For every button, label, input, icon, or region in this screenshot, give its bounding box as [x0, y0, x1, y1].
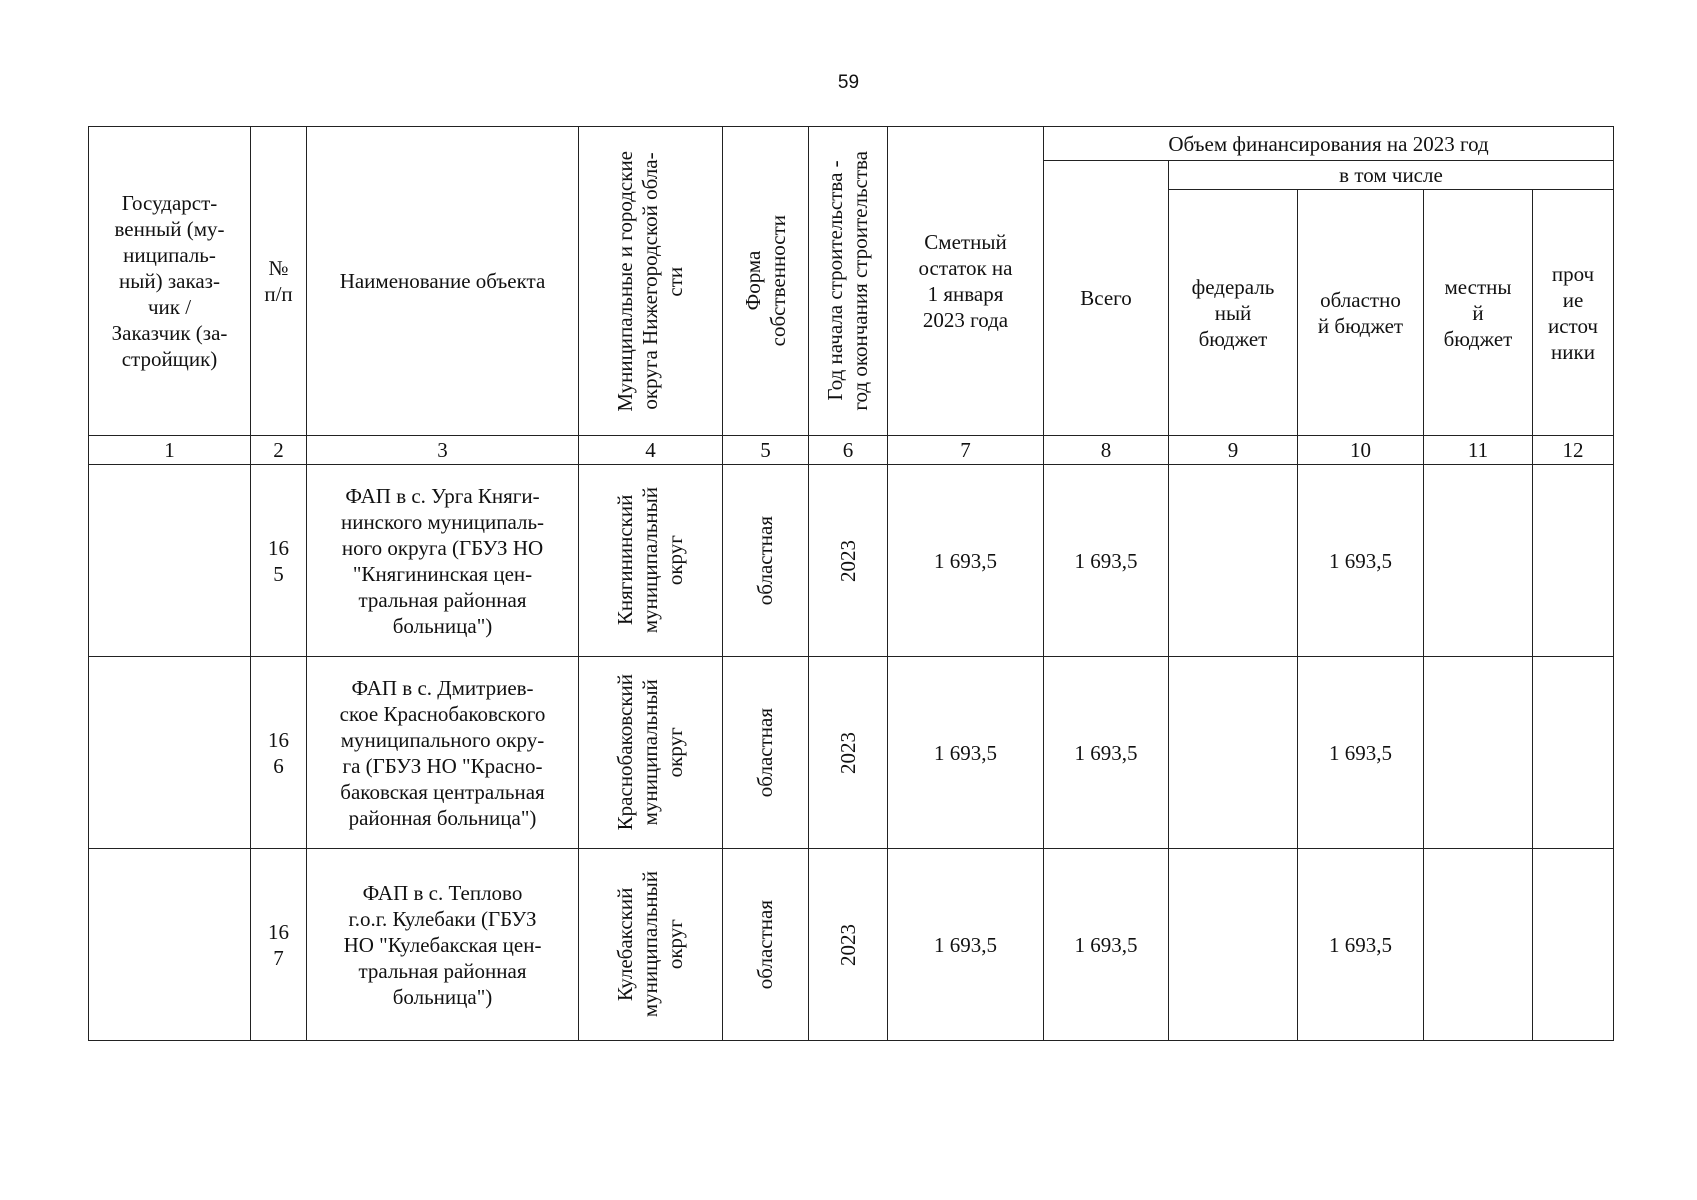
- cell-customer: [89, 657, 251, 849]
- cell-object-name: ФАП в с. Теплово г.о.г. Кулебаки (ГБУЗ НО "Кулебакская цен- тральная районная больница"): [307, 849, 579, 1041]
- cell-other: [1533, 849, 1614, 1041]
- header-local-budget: местны й бюджет: [1424, 190, 1533, 436]
- cell-regional: 1 693,5: [1298, 849, 1424, 1041]
- cell-ownership-text: областная: [753, 515, 777, 606]
- cell-object-name: ФАП в с. Урга Княги- нинского муниципаль- ного округа (ГБУЗ НО "Княгининская цен- тральная районная больница"): [307, 465, 579, 657]
- header-row-number: № п/п: [251, 127, 307, 436]
- cell-local: [1424, 465, 1533, 657]
- column-number: 7: [888, 436, 1044, 465]
- cell-federal: [1169, 849, 1298, 1041]
- column-number: 3: [307, 436, 579, 465]
- cell-regional: 1 693,5: [1298, 465, 1424, 657]
- cell-federal: [1169, 465, 1298, 657]
- cell-years-text: 2023: [835, 539, 860, 582]
- cell-ownership: [723, 465, 809, 657]
- column-number: 1: [89, 436, 251, 465]
- header-federal-budget: федераль ный бюджет: [1169, 190, 1298, 436]
- column-number: 8: [1044, 436, 1169, 465]
- cell-object-name: ФАП в с. Дмитриев- ское Краснобаковского муниципального окру- га (ГБУЗ НО "Красно- баковская центральная районная больница"): [307, 657, 579, 849]
- cell-other: [1533, 465, 1614, 657]
- cell-ownership-text: областная: [753, 899, 777, 990]
- header-total: Всего: [1044, 161, 1169, 436]
- header-district: [579, 127, 723, 436]
- header-years: [809, 127, 888, 436]
- cell-customer: [89, 849, 251, 1041]
- table-row: [89, 465, 1614, 657]
- cell-local: [1424, 849, 1533, 1041]
- column-number: 9: [1169, 436, 1298, 465]
- cell-row-number: 16 6: [251, 657, 307, 849]
- financing-table: [88, 126, 1614, 1041]
- cell-local: [1424, 657, 1533, 849]
- cell-estimate-balance: 1 693,5: [888, 465, 1044, 657]
- header-ownership-text: Форма собственности: [740, 215, 790, 347]
- cell-district: [579, 849, 723, 1041]
- header-including: в том числе: [1169, 161, 1614, 190]
- header-district-text: Муниципальные и городские округа Нижегородской обла- сти: [613, 150, 687, 412]
- column-number: 10: [1298, 436, 1424, 465]
- cell-row-number: 16 5: [251, 465, 307, 657]
- cell-regional: 1 693,5: [1298, 657, 1424, 849]
- cell-years: [809, 465, 888, 657]
- cell-estimate-balance: 1 693,5: [888, 657, 1044, 849]
- page-number: 59: [837, 72, 860, 93]
- column-number: 11: [1424, 436, 1533, 465]
- cell-customer: [89, 465, 251, 657]
- cell-district-text: Княгининский муниципальный округ: [613, 487, 687, 634]
- column-number: 4: [579, 436, 723, 465]
- header-years-text: Год начала строительства - год окончания строительства: [823, 151, 872, 411]
- cell-years: [809, 849, 888, 1041]
- cell-row-number: 16 7: [251, 849, 307, 1041]
- cell-years-text: 2023: [835, 923, 860, 966]
- cell-district: [579, 657, 723, 849]
- column-numbers-row: [89, 436, 1614, 465]
- column-number: 2: [251, 436, 307, 465]
- column-number: 12: [1533, 436, 1614, 465]
- cell-ownership: [723, 849, 809, 1041]
- cell-ownership: [723, 657, 809, 849]
- cell-estimate-balance: 1 693,5: [888, 849, 1044, 1041]
- header-financing-group: Объем финансирования на 2023 год: [1044, 127, 1614, 161]
- cell-total: 1 693,5: [1044, 465, 1169, 657]
- header-estimate-balance: Сметный остаток на 1 января 2023 года: [888, 127, 1044, 436]
- cell-total: 1 693,5: [1044, 849, 1169, 1041]
- cell-district-text: Кулебакский муниципальный округ: [613, 871, 687, 1018]
- cell-years: [809, 657, 888, 849]
- cell-federal: [1169, 657, 1298, 849]
- cell-years-text: 2023: [835, 731, 860, 774]
- cell-other: [1533, 657, 1614, 849]
- header-object-name: Наименование объекта: [307, 127, 579, 436]
- cell-district-text: Краснобаковский муниципальный округ: [613, 674, 687, 831]
- header-other-sources: проч ие источ ники: [1533, 190, 1614, 436]
- header-customer: Государст- венный (му- ниципаль- ный) заказ- чик / Заказчик (за- стройщик): [89, 127, 251, 436]
- column-number: 6: [809, 436, 888, 465]
- header-regional-budget: областно й бюджет: [1298, 190, 1424, 436]
- column-number: 5: [723, 436, 809, 465]
- cell-district: [579, 465, 723, 657]
- header-ownership: [723, 127, 809, 436]
- table-row: [89, 849, 1614, 1041]
- table-row: [89, 657, 1614, 849]
- cell-ownership-text: областная: [753, 707, 777, 798]
- cell-total: 1 693,5: [1044, 657, 1169, 849]
